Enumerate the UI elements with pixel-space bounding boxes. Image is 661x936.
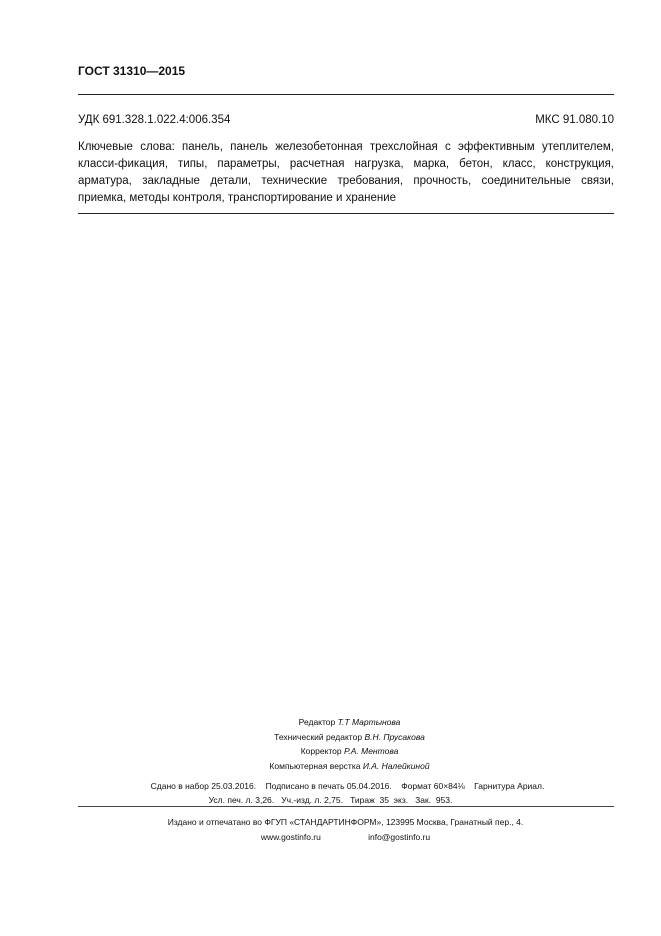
printer-info xyxy=(0,815,661,845)
publication-line-1: Сдано в набор 25.03.2016. Подписано в печать 05.04.2016. Формат 60×84⅛ Гарнитура Ариал. xyxy=(150,781,545,791)
footer-divider xyxy=(78,806,614,807)
layout-label: Компьютерная верстка xyxy=(269,760,361,771)
editor-line xyxy=(0,715,661,730)
keywords-paragraph: Ключевые слова: панель, панель железобетонная трехслойная с эффективным утеплителем, класси-фикация, типы, параметры, расчетная нагрузка, марка, бетон, класс, конструкция, арматура, закладные детали, технические требования, прочность, соединительные связи, приемка, методы контроля, транспортирование и хранение xyxy=(78,141,614,204)
udk-code: УДК 691.328.1.022.4:006.354 xyxy=(78,114,231,126)
tech-editor-line xyxy=(0,730,661,745)
printer-website[interactable]: www.gostinfo.ru xyxy=(260,832,321,842)
publication-line-2: Усл. печ. л. 3,26. Уч.-изд. л. 2,75. Тираж 35 экз. Зак. 953. xyxy=(208,795,453,805)
header-divider xyxy=(78,94,614,95)
publication-info xyxy=(0,779,661,807)
printer-contacts xyxy=(0,830,661,845)
tech-editor-name: В.Н. Прусакова xyxy=(364,731,425,742)
layout-line xyxy=(0,759,661,774)
corrector-label: Корректор xyxy=(300,746,342,756)
corrector-line xyxy=(0,744,661,759)
standard-number: ГОСТ 31310—2015 xyxy=(78,64,186,78)
editor-label: Редактор xyxy=(298,717,336,727)
editor-name: Т.Т Мартынова xyxy=(337,717,401,727)
credits-block xyxy=(0,715,661,773)
corrector-name: Р.А. Ментова xyxy=(344,746,399,756)
keywords-divider xyxy=(78,213,614,214)
printer-email[interactable]: info@gostinfo.ru xyxy=(368,832,431,842)
tech-editor-label: Технический редактор xyxy=(274,731,363,742)
printer-address: Издано и отпечатано во ФГУП «СТАНДАРТИНФОРМ», 123995 Москва, Гранатный пер., 4. xyxy=(167,817,524,827)
layout-name: И.А. Налейкиной xyxy=(362,760,430,771)
mks-code: МКС 91.080.10 xyxy=(535,114,614,126)
